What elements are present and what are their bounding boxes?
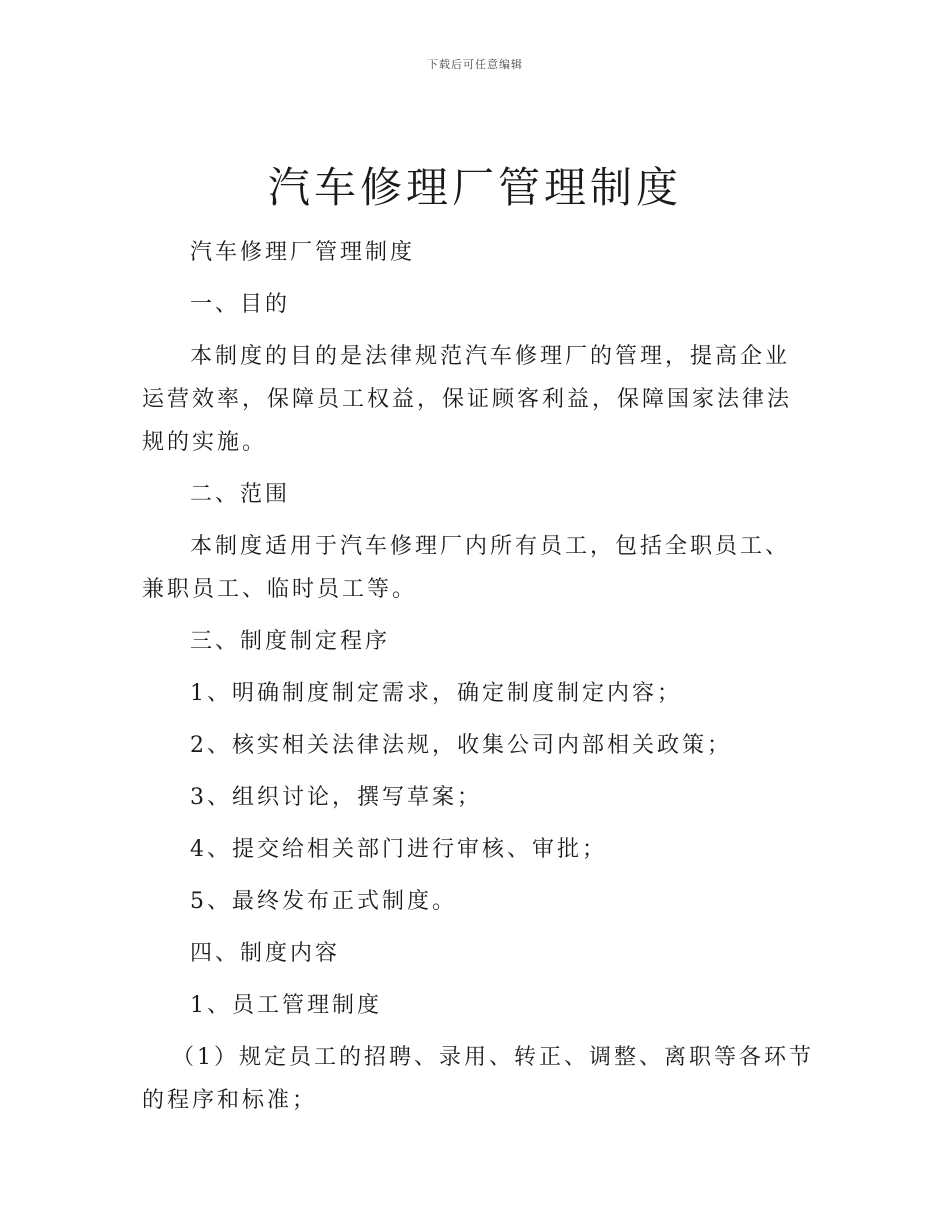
- list-item-procedure-4: 4、提交给相关部门进行审核、审批；: [190, 837, 607, 862]
- section-heading-purpose: 一、目的: [190, 292, 291, 317]
- paragraph-purpose: 本制度的目的是法律规范汽车修理厂的管理，提高企业运营效率，保障员工权益，保证顾客利益，保障国家法律法规的实施。: [142, 344, 793, 455]
- section-heading-procedure: 三、制度制定程序: [190, 629, 391, 654]
- paragraph-scope: 本制度适用于汽车修理厂内所有员工，包括全职员工、兼职员工、临时员工等。: [142, 534, 791, 602]
- list-item-procedure-2: 2、核实相关法律法规，收集公司内部相关政策；: [190, 733, 732, 758]
- page-header-note: 下载后可任意编辑: [427, 58, 523, 71]
- list-item-procedure-1: 1、明确制度制定需求，确定制度制定内容；: [190, 681, 682, 706]
- subsection-heading-staff: 1、员工管理制度: [190, 993, 382, 1018]
- paragraph-subtitle: 汽车修理厂管理制度: [190, 240, 416, 265]
- section-heading-scope: 二、范围: [190, 482, 291, 507]
- list-item-procedure-3: 3、组织讨论，撰写草案；: [190, 785, 482, 810]
- document-title: 汽车修理厂管理制度: [267, 163, 682, 212]
- list-item-procedure-5: 5、最终发布正式制度。: [190, 889, 457, 914]
- document-body: [142, 231, 814, 1131]
- list-item-staff-1: （1）规定员工的招聘、录用、转正、调整、离职等各环节的程序和标准；: [142, 1045, 814, 1113]
- section-heading-content: 四、制度内容: [190, 941, 341, 966]
